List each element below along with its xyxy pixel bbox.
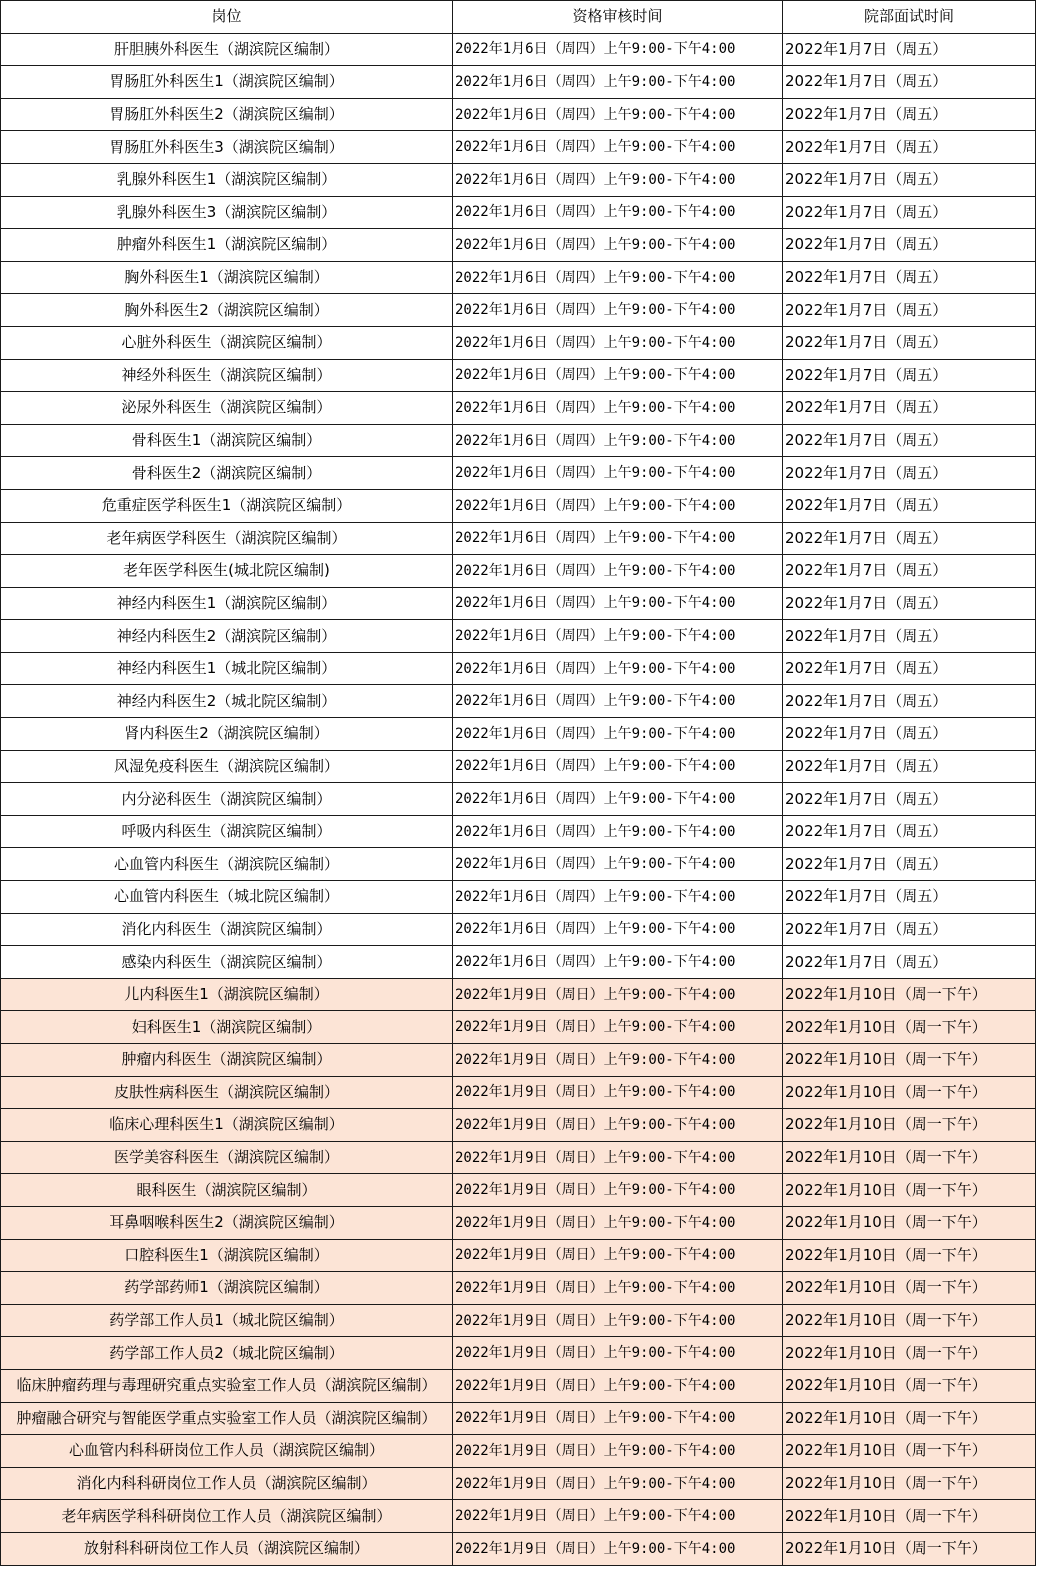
table-row: [1, 326, 1036, 359]
table-row: [1, 750, 1036, 783]
position-cell: 骨科医生1（湖滨院区编制）: [1, 424, 453, 457]
interview-time-cell: 2022年1月10日（周一下午）: [783, 1337, 1036, 1370]
review-time-cell: 2022年1月9日（周日）上午9:00-下午4:00: [453, 1141, 783, 1174]
interview-time-cell: 2022年1月10日（周一下午）: [783, 1272, 1036, 1305]
review-time-cell: 2022年1月6日（周四）上午9:00-下午4:00: [453, 522, 783, 555]
review-time-cell: 2022年1月9日（周日）上午9:00-下午4:00: [453, 1369, 783, 1402]
review-time-cell: 2022年1月6日（周四）上午9:00-下午4:00: [453, 718, 783, 751]
interview-time-cell: 2022年1月7日（周五）: [783, 131, 1036, 164]
interview-time-cell: 2022年1月10日（周一下午）: [783, 1109, 1036, 1142]
review-time-cell: 2022年1月9日（周日）上午9:00-下午4:00: [453, 1076, 783, 1109]
table-row: [1, 913, 1036, 946]
table-row: [1, 1272, 1036, 1305]
position-cell: 消化内科医生（湖滨院区编制）: [1, 913, 453, 946]
interview-time-cell: 2022年1月7日（周五）: [783, 913, 1036, 946]
table-row: [1, 815, 1036, 848]
interview-time-cell: 2022年1月10日（周一下午）: [783, 1369, 1036, 1402]
position-cell: 儿内科医生1（湖滨院区编制）: [1, 978, 453, 1011]
interview-time-cell: 2022年1月7日（周五）: [783, 685, 1036, 718]
position-cell: 妇科医生1（湖滨院区编制）: [1, 1011, 453, 1044]
interview-time-cell: 2022年1月7日（周五）: [783, 229, 1036, 262]
interview-time-cell: 2022年1月10日（周一下午）: [783, 1304, 1036, 1337]
position-cell: 胃肠肛外科医生3（湖滨院区编制）: [1, 131, 453, 164]
table-row: [1, 1109, 1036, 1142]
table-row: [1, 196, 1036, 229]
column-header-review-time: 资格审核时间: [453, 1, 783, 34]
table-row: [1, 620, 1036, 653]
table-row: [1, 685, 1036, 718]
interview-time-cell: 2022年1月10日（周一下午）: [783, 1532, 1036, 1565]
interview-time-cell: 2022年1月7日（周五）: [783, 946, 1036, 979]
position-cell: 泌尿外科医生（湖滨院区编制）: [1, 392, 453, 425]
column-header-interview-time: 院部面试时间: [783, 1, 1036, 34]
position-cell: 神经内科医生2（湖滨院区编制）: [1, 620, 453, 653]
interview-time-cell: 2022年1月7日（周五）: [783, 424, 1036, 457]
position-cell: 肿瘤内科医生（湖滨院区编制）: [1, 1044, 453, 1077]
table-row: [1, 1369, 1036, 1402]
interview-time-cell: 2022年1月7日（周五）: [783, 881, 1036, 914]
position-cell: 耳鼻咽喉科医生2（湖滨院区编制）: [1, 1206, 453, 1239]
position-cell: 老年病医学科科研岗位工作人员（湖滨院区编制）: [1, 1500, 453, 1533]
review-time-cell: 2022年1月9日（周日）上午9:00-下午4:00: [453, 1109, 783, 1142]
review-time-cell: 2022年1月6日（周四）上午9:00-下午4:00: [453, 946, 783, 979]
position-cell: 药学部药师1（湖滨院区编制）: [1, 1272, 453, 1305]
interview-time-cell: 2022年1月7日（周五）: [783, 783, 1036, 816]
interview-time-cell: 2022年1月10日（周一下午）: [783, 1076, 1036, 1109]
review-time-cell: 2022年1月6日（周四）上午9:00-下午4:00: [453, 652, 783, 685]
position-cell: 内分泌科医生（湖滨院区编制）: [1, 783, 453, 816]
interview-time-cell: 2022年1月7日（周五）: [783, 489, 1036, 522]
review-time-cell: 2022年1月6日（周四）上午9:00-下午4:00: [453, 98, 783, 131]
table-row: [1, 718, 1036, 751]
position-cell: 感染内科医生（湖滨院区编制）: [1, 946, 453, 979]
position-cell: 肾内科医生2（湖滨院区编制）: [1, 718, 453, 751]
table-row: [1, 1011, 1036, 1044]
review-time-cell: 2022年1月9日（周日）上午9:00-下午4:00: [453, 1532, 783, 1565]
review-time-cell: 2022年1月9日（周日）上午9:00-下午4:00: [453, 1011, 783, 1044]
review-time-cell: 2022年1月9日（周日）上午9:00-下午4:00: [453, 1206, 783, 1239]
table-row: [1, 1435, 1036, 1468]
interview-time-cell: 2022年1月7日（周五）: [783, 294, 1036, 327]
position-cell: 乳腺外科医生3（湖滨院区编制）: [1, 196, 453, 229]
table-row: [1, 1239, 1036, 1272]
position-cell: 皮肤性病科医生（湖滨院区编制）: [1, 1076, 453, 1109]
column-header-position: 岗位: [1, 1, 453, 34]
table-row: [1, 555, 1036, 588]
review-time-cell: 2022年1月6日（周四）上午9:00-下午4:00: [453, 392, 783, 425]
position-cell: 心血管内科医生（城北院区编制）: [1, 881, 453, 914]
table-row: [1, 522, 1036, 555]
review-time-cell: 2022年1月6日（周四）上午9:00-下午4:00: [453, 261, 783, 294]
review-time-cell: 2022年1月9日（周日）上午9:00-下午4:00: [453, 1304, 783, 1337]
interview-time-cell: 2022年1月10日（周一下午）: [783, 1467, 1036, 1500]
interview-time-cell: 2022年1月7日（周五）: [783, 815, 1036, 848]
position-cell: 乳腺外科医生1（湖滨院区编制）: [1, 163, 453, 196]
position-cell: 胃肠肛外科医生1（湖滨院区编制）: [1, 66, 453, 99]
position-cell: 神经内科医生1（湖滨院区编制）: [1, 587, 453, 620]
table-row: [1, 881, 1036, 914]
table-row: [1, 848, 1036, 881]
review-time-cell: 2022年1月6日（周四）上午9:00-下午4:00: [453, 33, 783, 66]
position-cell: 神经内科医生1（城北院区编制）: [1, 652, 453, 685]
position-cell: 医学美容科医生（湖滨院区编制）: [1, 1141, 453, 1174]
table-row: [1, 261, 1036, 294]
position-cell: 肿瘤融合研究与智能医学重点实验室工作人员（湖滨院区编制）: [1, 1402, 453, 1435]
review-time-cell: 2022年1月6日（周四）上午9:00-下午4:00: [453, 783, 783, 816]
table-row: [1, 946, 1036, 979]
table-row: [1, 131, 1036, 164]
interview-time-cell: 2022年1月7日（周五）: [783, 718, 1036, 751]
review-time-cell: 2022年1月6日（周四）上午9:00-下午4:00: [453, 424, 783, 457]
interview-time-cell: 2022年1月10日（周一下午）: [783, 1174, 1036, 1207]
interview-time-cell: 2022年1月7日（周五）: [783, 750, 1036, 783]
review-time-cell: 2022年1月9日（周日）上午9:00-下午4:00: [453, 1272, 783, 1305]
table-row: [1, 1044, 1036, 1077]
table-row: [1, 294, 1036, 327]
position-cell: 心血管内科科研岗位工作人员（湖滨院区编制）: [1, 1435, 453, 1468]
interview-time-cell: 2022年1月10日（周一下午）: [783, 1141, 1036, 1174]
review-time-cell: 2022年1月9日（周日）上午9:00-下午4:00: [453, 1467, 783, 1500]
table-row: [1, 1174, 1036, 1207]
review-time-cell: 2022年1月6日（周四）上午9:00-下午4:00: [453, 750, 783, 783]
review-time-cell: 2022年1月9日（周日）上午9:00-下午4:00: [453, 1174, 783, 1207]
position-cell: 口腔科医生1（湖滨院区编制）: [1, 1239, 453, 1272]
interview-time-cell: 2022年1月7日（周五）: [783, 98, 1036, 131]
interview-time-cell: 2022年1月10日（周一下午）: [783, 1206, 1036, 1239]
review-time-cell: 2022年1月9日（周日）上午9:00-下午4:00: [453, 1435, 783, 1468]
review-time-cell: 2022年1月9日（周日）上午9:00-下午4:00: [453, 1044, 783, 1077]
table-row: [1, 66, 1036, 99]
table-row: [1, 33, 1036, 66]
table-row: [1, 1402, 1036, 1435]
interview-time-cell: 2022年1月7日（周五）: [783, 587, 1036, 620]
interview-time-cell: 2022年1月10日（周一下午）: [783, 1044, 1036, 1077]
interview-time-cell: 2022年1月10日（周一下午）: [783, 1011, 1036, 1044]
review-time-cell: 2022年1月6日（周四）上午9:00-下午4:00: [453, 229, 783, 262]
interview-time-cell: 2022年1月7日（周五）: [783, 652, 1036, 685]
table-row: [1, 1076, 1036, 1109]
review-time-cell: 2022年1月6日（周四）上午9:00-下午4:00: [453, 326, 783, 359]
interview-time-cell: 2022年1月7日（周五）: [783, 848, 1036, 881]
position-cell: 心血管内科医生（湖滨院区编制）: [1, 848, 453, 881]
review-time-cell: 2022年1月9日（周日）上午9:00-下午4:00: [453, 1402, 783, 1435]
table-row: [1, 1206, 1036, 1239]
position-cell: 放射科科研岗位工作人员（湖滨院区编制）: [1, 1532, 453, 1565]
table-row: [1, 1532, 1036, 1565]
interview-time-cell: 2022年1月7日（周五）: [783, 66, 1036, 99]
review-time-cell: 2022年1月9日（周日）上午9:00-下午4:00: [453, 978, 783, 1011]
table-row: [1, 1500, 1036, 1533]
table-row: [1, 1467, 1036, 1500]
table-row: [1, 978, 1036, 1011]
table-row: [1, 98, 1036, 131]
table-row: [1, 457, 1036, 490]
table-header: [1, 1, 1036, 34]
table-body: [1, 33, 1036, 1565]
interview-time-cell: 2022年1月7日（周五）: [783, 326, 1036, 359]
review-time-cell: 2022年1月6日（周四）上午9:00-下午4:00: [453, 163, 783, 196]
table-row: [1, 163, 1036, 196]
review-time-cell: 2022年1月6日（周四）上午9:00-下午4:00: [453, 131, 783, 164]
review-time-cell: 2022年1月6日（周四）上午9:00-下午4:00: [453, 881, 783, 914]
position-cell: 老年医学科医生(城北院区编制): [1, 555, 453, 588]
table-row: [1, 229, 1036, 262]
interview-time-cell: 2022年1月10日（周一下午）: [783, 1402, 1036, 1435]
interview-time-cell: 2022年1月7日（周五）: [783, 555, 1036, 588]
interview-time-cell: 2022年1月7日（周五）: [783, 163, 1036, 196]
interview-time-cell: 2022年1月7日（周五）: [783, 359, 1036, 392]
review-time-cell: 2022年1月6日（周四）上午9:00-下午4:00: [453, 815, 783, 848]
position-cell: 胸外科医生2（湖滨院区编制）: [1, 294, 453, 327]
table-row: [1, 1337, 1036, 1370]
review-time-cell: 2022年1月6日（周四）上午9:00-下午4:00: [453, 294, 783, 327]
review-time-cell: 2022年1月6日（周四）上午9:00-下午4:00: [453, 620, 783, 653]
review-time-cell: 2022年1月9日（周日）上午9:00-下午4:00: [453, 1337, 783, 1370]
position-cell: 骨科医生2（湖滨院区编制）: [1, 457, 453, 490]
position-cell: 老年病医学科医生（湖滨院区编制）: [1, 522, 453, 555]
position-cell: 消化内科科研岗位工作人员（湖滨院区编制）: [1, 1467, 453, 1500]
table-row: [1, 1141, 1036, 1174]
interview-time-cell: 2022年1月7日（周五）: [783, 261, 1036, 294]
table-row: [1, 424, 1036, 457]
review-time-cell: 2022年1月6日（周四）上午9:00-下午4:00: [453, 489, 783, 522]
review-time-cell: 2022年1月6日（周四）上午9:00-下午4:00: [453, 685, 783, 718]
review-time-cell: 2022年1月9日（周日）上午9:00-下午4:00: [453, 1500, 783, 1533]
review-time-cell: 2022年1月6日（周四）上午9:00-下午4:00: [453, 196, 783, 229]
table-row: [1, 1304, 1036, 1337]
interview-time-cell: 2022年1月7日（周五）: [783, 33, 1036, 66]
table-row: [1, 587, 1036, 620]
review-time-cell: 2022年1月6日（周四）上午9:00-下午4:00: [453, 913, 783, 946]
table-row: [1, 783, 1036, 816]
interview-time-cell: 2022年1月7日（周五）: [783, 620, 1036, 653]
interview-time-cell: 2022年1月7日（周五）: [783, 392, 1036, 425]
review-time-cell: 2022年1月6日（周四）上午9:00-下午4:00: [453, 359, 783, 392]
interview-time-cell: 2022年1月10日（周一下午）: [783, 1435, 1036, 1468]
position-cell: 临床肿瘤药理与毒理研究重点实验室工作人员（湖滨院区编制）: [1, 1369, 453, 1402]
review-time-cell: 2022年1月6日（周四）上午9:00-下午4:00: [453, 66, 783, 99]
review-time-cell: 2022年1月6日（周四）上午9:00-下午4:00: [453, 587, 783, 620]
position-cell: 心脏外科医生（湖滨院区编制）: [1, 326, 453, 359]
interview-time-cell: 2022年1月10日（周一下午）: [783, 978, 1036, 1011]
interview-time-cell: 2022年1月10日（周一下午）: [783, 1500, 1036, 1533]
review-time-cell: 2022年1月6日（周四）上午9:00-下午4:00: [453, 848, 783, 881]
position-cell: 药学部工作人员1（城北院区编制）: [1, 1304, 453, 1337]
position-cell: 呼吸内科医生（湖滨院区编制）: [1, 815, 453, 848]
interview-time-cell: 2022年1月7日（周五）: [783, 522, 1036, 555]
header-row: [1, 1, 1036, 34]
review-time-cell: 2022年1月6日（周四）上午9:00-下午4:00: [453, 457, 783, 490]
position-cell: 药学部工作人员2（城北院区编制）: [1, 1337, 453, 1370]
position-cell: 肿瘤外科医生1（湖滨院区编制）: [1, 229, 453, 262]
position-cell: 肝胆胰外科医生（湖滨院区编制）: [1, 33, 453, 66]
review-time-cell: 2022年1月6日（周四）上午9:00-下午4:00: [453, 555, 783, 588]
position-cell: 胃肠肛外科医生2（湖滨院区编制）: [1, 98, 453, 131]
position-cell: 风湿免疫科医生（湖滨院区编制）: [1, 750, 453, 783]
position-cell: 神经外科医生（湖滨院区编制）: [1, 359, 453, 392]
position-cell: 眼科医生（湖滨院区编制）: [1, 1174, 453, 1207]
interview-time-cell: 2022年1月7日（周五）: [783, 457, 1036, 490]
table-row: [1, 652, 1036, 685]
table-row: [1, 392, 1036, 425]
review-time-cell: 2022年1月9日（周日）上午9:00-下午4:00: [453, 1239, 783, 1272]
interview-time-cell: 2022年1月7日（周五）: [783, 196, 1036, 229]
interview-time-cell: 2022年1月10日（周一下午）: [783, 1239, 1036, 1272]
position-cell: 神经内科医生2（城北院区编制）: [1, 685, 453, 718]
position-cell: 危重症医学科医生1（湖滨院区编制）: [1, 489, 453, 522]
table-row: [1, 359, 1036, 392]
position-cell: 临床心理科医生1（湖滨院区编制）: [1, 1109, 453, 1142]
position-cell: 胸外科医生1（湖滨院区编制）: [1, 261, 453, 294]
table-row: [1, 489, 1036, 522]
